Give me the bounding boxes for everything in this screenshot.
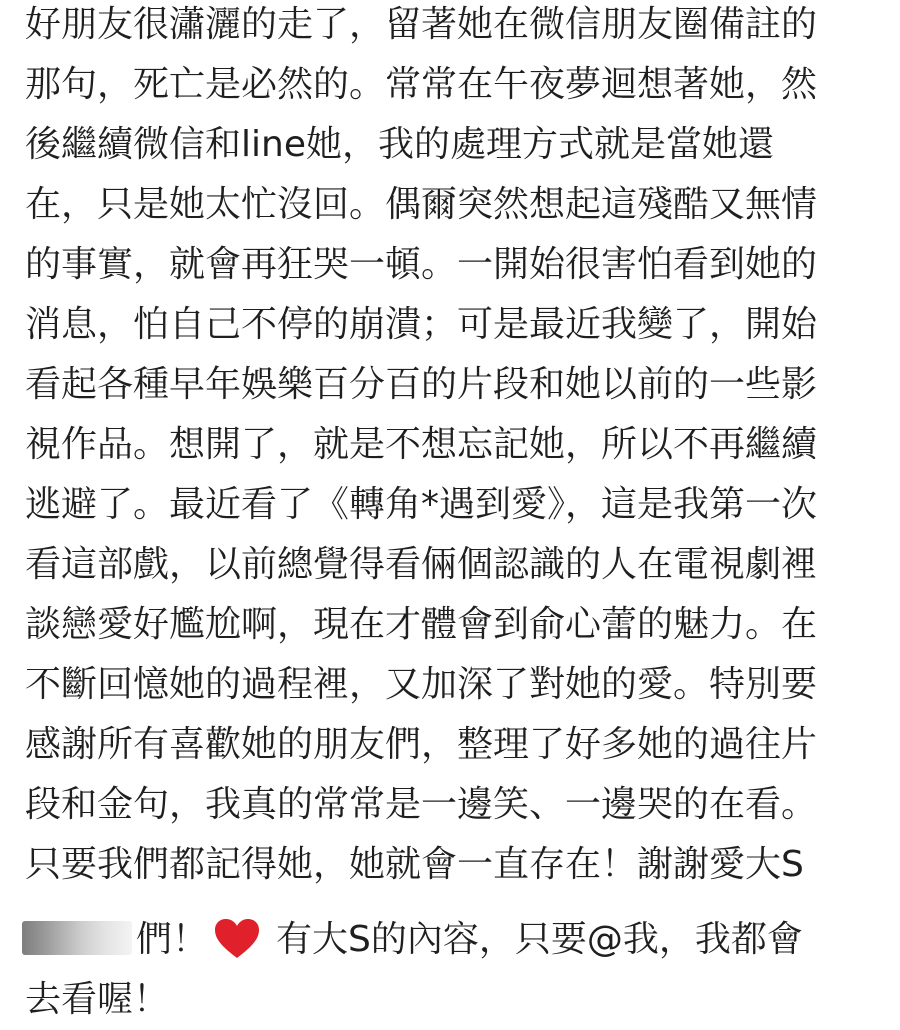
post-line-6: 消息，怕自己不停的崩潰；可是最近我變了，開始: [25, 304, 818, 345]
post-line-2: 那句，死亡是必然的。常常在午夜夢迴想著她，然: [25, 64, 818, 105]
post-line-11: 談戀愛好尷尬啊，現在才體會到俞心蕾的魅力。在: [25, 604, 818, 645]
post-line-1: 好朋友很瀟灑的走了，留著她在微信朋友圈備註的: [25, 4, 818, 45]
post-line-9: 逃避了。最近看了《轉角*遇到愛》，這是我第一次: [25, 484, 818, 525]
post-line-13: 感謝所有喜歡她的朋友們，整理了好多她的過往片: [25, 724, 818, 765]
redacted-username-blur: [22, 921, 132, 955]
post-line-7: 看起各種早年娛樂百分百的片段和她以前的一些影: [25, 364, 818, 405]
post-line-5: 的事實，就會再狂哭一頓。一開始很害怕看到她的: [25, 244, 818, 285]
post-line-16-part-a: 們！: [136, 919, 209, 960]
post-line-4: 在，只是她太忙沒回。偶爾突然想起這殘酷又無情: [25, 184, 818, 225]
post-line-12: 不斷回憶她的過程裡，又加深了對她的愛。特別要: [25, 664, 818, 705]
post-line-15: 只要我們都記得她，她就會一直存在！謝謝愛大S: [25, 844, 804, 885]
post-line-17: 去看喔！: [25, 979, 170, 1020]
post-line-16-part-b: 有大S的內容，只要@我，我都會: [276, 919, 803, 960]
post-line-10: 看這部戲，以前總覺得看倆個認識的人在電視劇裡: [25, 544, 818, 585]
post-line-8: 視作品。想開了，就是不想忘記她，所以不再繼續: [25, 424, 818, 465]
red-heart-icon: [214, 918, 260, 960]
post-line-3: 後繼續微信和line她，我的處理方式就是當她還: [25, 124, 774, 165]
post-line-14: 段和金句，我真的常常是一邊笑、一邊哭的在看。: [25, 784, 818, 825]
